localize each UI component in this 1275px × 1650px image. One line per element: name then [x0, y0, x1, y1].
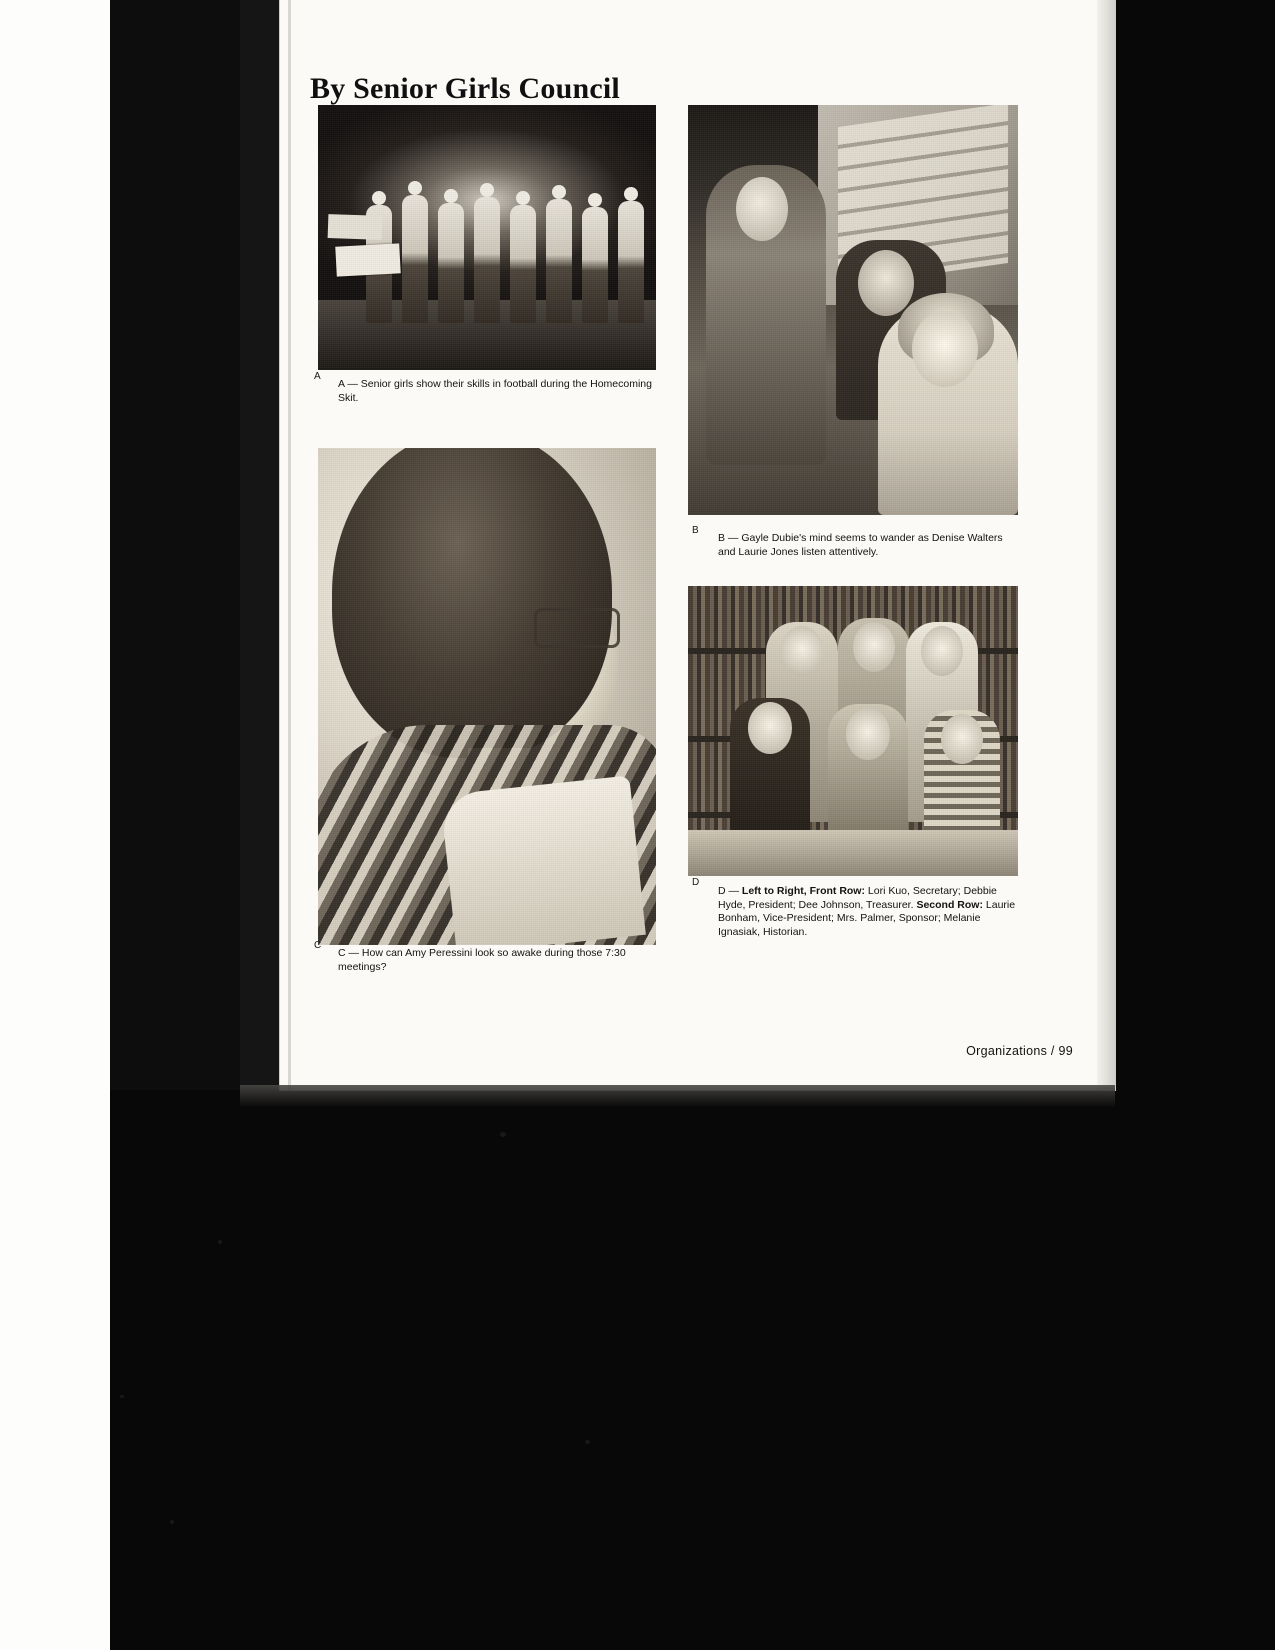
caption-c-lead: C —	[338, 947, 359, 959]
caption-c-body: How can Amy Peressini look so awake during those 7:30 meetings?	[338, 947, 626, 973]
caption-letter-d: D	[692, 877, 700, 888]
scan-dark-band	[110, 0, 240, 1090]
page-inner-edge	[288, 0, 291, 1090]
caption-letter-a: A	[314, 371, 321, 382]
photo-grain	[688, 586, 1018, 876]
caption-d-front-row-names: Lori Kuo, Secretary; Debbie Hyde, President; Dee Johnson, Treasurer.	[718, 885, 997, 911]
caption-d	[692, 877, 1018, 939]
caption-d-second-row-label: Second Row:	[916, 898, 983, 911]
yearbook-page	[280, 0, 1115, 1090]
caption-d-front-row-label: Left to Right, Front Row:	[741, 885, 865, 897]
page-folio: Organizations / 99	[966, 1044, 1073, 1058]
caption-b-text	[718, 532, 1018, 559]
page-outer-edge	[1097, 0, 1115, 1090]
caption-c	[314, 940, 668, 974]
caption-b-body: Gayle Dubie's mind seems to wander as Denise Walters and Laurie Jones listen attentively.	[718, 532, 1003, 558]
scan-left-white-margin	[0, 0, 110, 1650]
caption-a-text	[338, 378, 668, 405]
photo-homecoming-skit	[318, 105, 656, 370]
caption-a	[314, 371, 668, 405]
caption-a-body: Senior girls show their skills in football during the Homecoming Skit.	[338, 378, 652, 404]
page-title: By Senior Girls Council	[310, 72, 620, 106]
photo-officers-group	[688, 586, 1018, 876]
photo-grain	[318, 448, 656, 945]
caption-letter-c: C	[314, 940, 322, 951]
photo-portrait-amy-peressini	[318, 448, 656, 945]
page-bottom-shadow	[240, 1085, 1115, 1107]
photo-meeting-listeners	[688, 105, 1018, 515]
caption-c-text	[338, 947, 668, 974]
caption-b-lead: B —	[718, 532, 739, 544]
caption-b	[692, 525, 1018, 559]
caption-d-second-row-names: Laurie Bonham, Vice-President; Mrs. Palmer, Sponsor; Melanie Ignasiak, Historian.	[718, 898, 1016, 938]
caption-d-text	[718, 885, 1018, 939]
photo-grain	[688, 105, 1018, 515]
photo-grain	[318, 105, 656, 370]
caption-d-lead: D —	[718, 885, 739, 897]
caption-letter-b: B	[692, 525, 699, 536]
caption-a-lead: A —	[338, 378, 358, 390]
